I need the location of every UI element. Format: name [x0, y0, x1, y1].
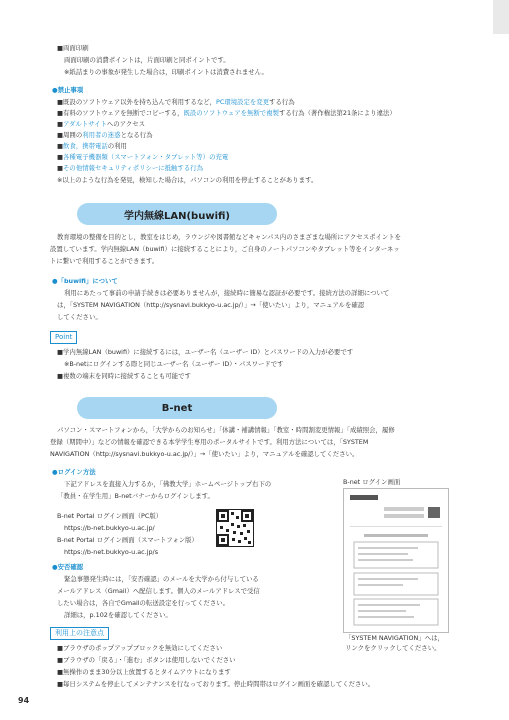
safety-3: したい場合は，各自でGmailの転送設定を行ってください。	[57, 599, 230, 607]
buwifi-about-3: してください。	[57, 313, 102, 321]
prohibited-item-highlight: 利用者の迷惑	[82, 131, 121, 139]
prohibited-item	[57, 163, 203, 174]
prohibited-item	[57, 130, 153, 141]
buwifi-about-1: 利用にあたって事前の申請手続きは必要ありませんが，接続時に簡易な認証が必要です。接続方法の詳細について	[64, 289, 390, 297]
prohibited-item-text: ■	[57, 164, 64, 172]
notes-label: 利用上の注意点	[50, 627, 109, 640]
page-number: 94	[18, 696, 30, 705]
sp-label: B-net Portal ログイン画面（スマートフォン版）	[57, 536, 198, 544]
bnet-p3: NAVIGATION（http://sysnavi.bukkyo-u.ac.jp/）」→「使いたい」より，マニュアルを確認してください。	[50, 450, 359, 458]
prohibited-item-text: ■	[57, 120, 64, 128]
note-3: ■無操作のまま30分以上放置するとタイムアウトになります	[57, 668, 231, 676]
safety-4: 詳細は，p.102を確認してください。	[64, 611, 172, 619]
lan-p2: 設置しています。学内無線LAN（buwifi）に接続することにより，ご自身のノートパソコンやタブレット等をインターネッ	[50, 245, 400, 253]
pc-label: B-net Portal ログイン画面（PC版）	[57, 512, 163, 520]
prohibited-item-highlight: アダルトサイト	[63, 120, 107, 128]
qr-code-icon	[216, 509, 254, 547]
login-line-2: 「教員・在学生用」B-netバナーからログインします。	[57, 492, 214, 500]
safety-2: メールアドレス（Gmail）へ配信します。個人のメールアドレスで受信	[57, 587, 260, 595]
login-screenshot-graphic	[344, 489, 448, 632]
bnet-p1: パソコン・スマートフォンから，「大学からのお知らせ」「休講・補講情報」「教室・時間割変更情報」「成績照会，履修	[57, 426, 395, 434]
prohibited-item-text: ■有料のソフトウェアを無断でコピーする，	[57, 109, 184, 117]
prohibited-item-text: ■周囲の	[57, 131, 83, 139]
sp-url[interactable]: https://b-net.bukkyo-u.ac.jp/s	[64, 548, 159, 556]
bnet-banner: B-net	[77, 397, 277, 419]
prohibited-item-text: ■	[57, 142, 64, 150]
lan-p1: 教育環境の整備を目的とし，教室をはじめ，ラウンジや図書館などキャンパス内のさまざまな場所にアクセスポイントを	[57, 233, 402, 241]
point-2: ※B-netにログインする際と同じユーザー名（ユーザー ID）・パスワードです	[64, 360, 284, 368]
prohibited-item-text: する行為	[269, 98, 295, 106]
screen-caption: B-net ログイン画面	[343, 478, 401, 486]
note-1: ■ブラウザのポップアップブロックを無効にしてください	[57, 644, 223, 652]
point-3: ■複数の端末を同時に接続することも可能です	[57, 372, 191, 380]
print-line-2: ※紙詰まりの事象が発生した場合は，印刷ポイントは消費されません。	[64, 68, 268, 76]
point-1: ■学内無線LAN（buwifi）に接続するには，ユーザー名（ユーザー ID）とパスワードの入力が必要です	[57, 348, 354, 356]
prohibited-item	[57, 119, 145, 130]
prohibited-item-text: する行為（著作権法第21条により違法）	[278, 109, 396, 117]
prohibited-item-highlight: 各種電子機器類（スマートフォン・タブレット等）の充電	[63, 153, 229, 161]
print-line-1: 両面印刷の消費ポイントは，片面印刷と同ポイントです。	[64, 56, 230, 64]
prohibited-item-text: となる行為	[120, 131, 153, 139]
side-note-1: 「SYSTEM NAVIGATION」へは，	[345, 634, 444, 642]
prohibited-item	[57, 97, 295, 108]
prohibited-item-text: ■	[57, 153, 64, 161]
prohibited-item-highlight: 飲食，携帯電話	[63, 142, 108, 150]
prohibited-item-text: の利用	[107, 142, 127, 150]
prohibited-item	[57, 141, 127, 152]
point-label: Point	[50, 331, 77, 344]
qr-code-graphic	[217, 510, 253, 546]
note-2: ■ブラウザの「戻る」・「進む」ボタンは使用しないでください	[57, 656, 236, 664]
bnet-login-screenshot	[343, 488, 449, 633]
prohibited-item-text: へのアクセス	[106, 120, 146, 128]
side-note-2: リンクをクリックしてください。	[345, 644, 441, 652]
prohibited-item	[57, 108, 396, 119]
prohibited-item-highlight: PC環境設定を変更	[216, 98, 270, 106]
safety-title: ●安否確認	[52, 563, 84, 571]
pc-url[interactable]: https://b-net.bukkyo-u.ac.jp/	[64, 524, 155, 532]
prohibited-item-text: ■既設のソフトウェア以外を持ち込んで利用するなど，	[57, 98, 217, 106]
prohibited-note: ※以上のような行為を発見，検知した場合は，パソコンの利用を停止することがあります。	[57, 176, 318, 184]
prohibited-item-highlight: 既設のソフトウェアを無断で複製	[183, 109, 279, 117]
note-4: ■毎日システムを停止してメンテナンスを行なっております。停止時間帯はログイン画面を確認してください。	[57, 680, 375, 688]
page-edge-tab	[493, 0, 509, 34]
buwifi-about-title: ●「buwifi」について	[52, 277, 118, 285]
login-title: ●ログイン方法	[52, 468, 96, 476]
login-line-1: 下記アドレスを直接入力するか，「佛教大学」ホームページトップ右下の	[64, 480, 272, 488]
buwifi-about-2: は，「SYSTEM NAVIGATION（http://sysnavi.bukkyo-u.ac.jp/）」→「使いたい」より，マニュアルを確認	[57, 301, 365, 309]
lan-banner: 学内無線LAN(buwifi)	[77, 203, 277, 225]
bnet-p2: 登録（期間中）」などの情報を確認できる本学学生専用のポータルサイトです。利用方法については，「SYSTEM	[50, 438, 369, 446]
print-item: ■両面印刷	[57, 44, 89, 52]
safety-1: 緊急事態発生時には，「安否確認」のメールを大学から付与している	[64, 575, 259, 583]
prohibited-item-highlight: その他情報セキュリティポリシーに抵触する行為	[63, 164, 203, 172]
prohibited-item	[57, 152, 228, 163]
lan-p3: トに繋いで利用することができます。	[50, 257, 159, 265]
prohibited-title: ●禁止事項	[52, 86, 84, 94]
